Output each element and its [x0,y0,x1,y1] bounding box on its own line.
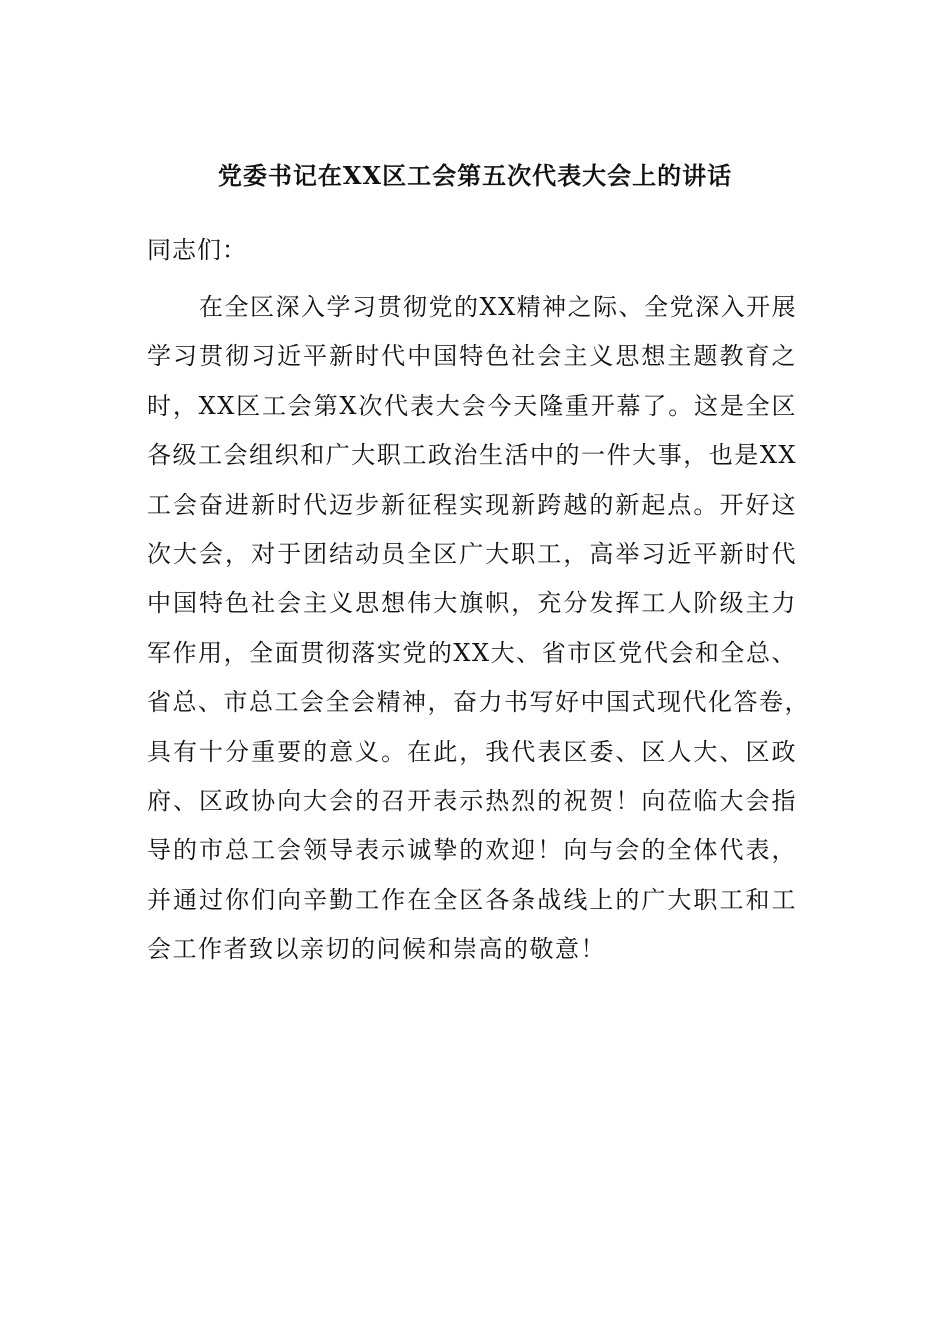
paragraph-line: 具有十分重要的意义。在此，我代表区委、区人大、区政 [147,737,797,766]
document-title: 党委书记在XX区工会第五次代表大会上的讲话 [217,161,733,190]
paragraph-line: 中国特色社会主义思想伟大旗帜，充分发挥工人阶级主力 [147,589,797,618]
paragraph-line: 学习贯彻习近平新时代中国特色社会主义思想主题教育之 [147,342,797,371]
paragraph-line: 工会奋进新时代迈步新征程实现新跨越的新起点。开好这 [147,490,797,519]
paragraph-line: 导的市总工会领导表示诚挚的欢迎！向与会的全体代表， [147,836,797,865]
paragraph-line: 各级工会组织和广大职工政治生活中的一件大事，也是XX [147,441,797,470]
paragraph-line: 在全区深入学习贯彻党的XX精神之际、全党深入开展 [199,293,798,321]
paragraph-line: 次大会，对于团结动员全区广大职工，高举习近平新时代 [147,540,797,569]
body-paragraph [147,283,810,975]
salutation: 同志们： [147,236,247,264]
paragraph-line: 军作用，全面贯彻落实党的XX大、省市区党代会和全总、 [147,638,797,667]
paragraph-line: 会工作者致以亲切的问候和崇高的敬意！ [147,935,606,964]
paragraph-line: 府、区政协向大会的召开表示热烈的祝贺！向莅临大会指 [147,787,797,816]
paragraph-line: 并通过你们向辛勤工作在全区各条战线上的广大职工和工 [147,885,797,914]
paragraph-line: 省总、市总工会全会精神，奋力书写好中国式现代化答卷， [147,688,810,717]
paragraph-line: 时，XX区工会第X次代表大会今天隆重开幕了。这是全区 [147,391,797,420]
